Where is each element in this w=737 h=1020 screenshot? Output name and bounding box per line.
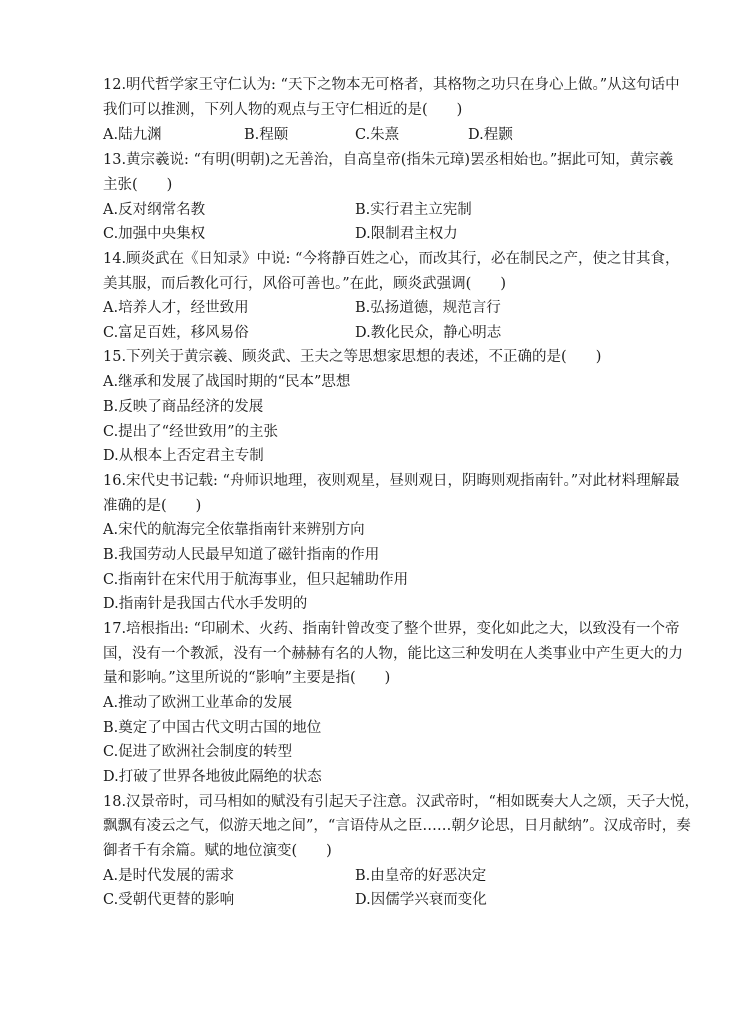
question-15-option-a: A.继承和发展了战国时期的“民本”思想 (103, 374, 351, 390)
question-16-option-d: D.指南针是我国古代水手发明的 (103, 596, 308, 612)
question-17-option-a: A.推动了欧洲工业革命的发展 (103, 695, 293, 711)
question-16-stem-line-1: 16.宋代史书记载: “舟师识地理，夜则观星，昼则观日，阴晦则观指南针。”对此材料理解最 (103, 473, 680, 489)
question-18-stem-line-2: 飘飘有凌云之气，似游天地之间”，“言语侍从之臣……朝夕论思，日月献纳”。汉成帝时，奏 (103, 818, 691, 834)
question-12-stem-line-1: 12.明代哲学家王守仁认为: “天下之物本无可格者，其格物之功只在身心上做。”从这句话中 (103, 77, 680, 93)
question-12-stem-line-2: 我们可以推测，下列人物的观点与王守仁相近的是( ) (103, 102, 463, 118)
question-14-option-d: D.教化民众，静心明志 (355, 325, 502, 341)
question-17-stem-line-3: 量和影响。”这里所说的“影响”主要是指( ) (103, 670, 391, 686)
question-13-option-b: B.实行君主立宪制 (355, 202, 472, 218)
question-14-option-b: B.弘扬道德，规范言行 (355, 300, 501, 316)
question-13-option-a: A.反对纲常名教 (103, 202, 206, 218)
question-18-stem-line-3: 御者千有余篇。赋的地位演变( ) (103, 843, 332, 859)
question-12-option-b: B.程颐 (244, 127, 289, 143)
question-16-option-b: B.我国劳动人民最早知道了磁针指南的作用 (103, 547, 380, 563)
question-14-option-a: A.培养人才，经世致用 (103, 300, 249, 316)
question-14-stem-line-1: 14.顾炎武在《日知录》中说: “今将静百姓之心，而改其行，必在制民之产，使之甘其食， (103, 251, 680, 267)
question-12-option-a: A.陆九渊 (103, 127, 162, 143)
question-12-option-c: C.朱熹 (355, 127, 400, 143)
question-16-option-c: C.指南针在宋代用于航海事业，但只起辅助作用 (103, 572, 409, 588)
question-12-option-d: D.程颢 (468, 127, 513, 143)
question-17-stem-line-1: 17.培根指出: “印刷术、火药、指南针曾改变了整个世界，变化如此之大，以致没有一个帝 (103, 621, 680, 637)
question-17-stem-line-2: 国，没有一个教派，没有一个赫赫有名的人物，能比这三种发明在人类事业中产生更大的力 (103, 646, 683, 662)
question-18-option-d: D.因儒学兴衰而变化 (355, 892, 487, 908)
question-15-stem-line-1: 15.下列关于黄宗羲、顾炎武、王夫之等思想家思想的表述，不正确的是( ) (103, 349, 602, 365)
question-17-option-b: B.奠定了中国古代文明古国的地位 (103, 720, 322, 736)
question-13-stem-line-2: 主张( ) (103, 177, 173, 193)
question-18-stem-line-1: 18.汉景帝时，司马相如的赋没有引起天子注意。汉武帝时，“相如既奏大人之颂，天子大悦， (103, 794, 699, 810)
question-13-option-d: D.限制君主权力 (355, 226, 458, 242)
question-17-option-d: D.打破了世界各地彼此隔绝的状态 (103, 769, 322, 785)
question-17-option-c: C.促进了欧洲社会制度的转型 (103, 744, 293, 760)
question-13-stem-line-1: 13.黄宗羲说: “有明(明朝)之无善治，自高皇帝(指朱元璋)罢丞相始也。”据此可知，黄宗羲 (103, 152, 674, 168)
question-18-option-c: C.受朝代更替的影响 (103, 892, 235, 908)
question-16-option-a: A.宋代的航海完全依靠指南针来辨别方向 (103, 522, 365, 538)
question-15-option-c: C.提出了“经世致用”的主张 (103, 424, 279, 440)
question-13-option-c: C.加强中央集权 (103, 226, 206, 242)
question-18-option-a: A.是时代发展的需求 (103, 868, 235, 884)
question-15-option-b: B.反映了商品经济的发展 (103, 399, 264, 415)
question-14-stem-line-2: 美其服，而后教化可行，风俗可善也。”在此，顾炎武强调( ) (103, 276, 506, 292)
question-15-option-d: D.从根本上否定君主专制 (103, 448, 264, 464)
question-16-stem-line-2: 准确的是( ) (103, 498, 202, 514)
question-18-option-b: B.由皇帝的好恶决定 (355, 868, 487, 884)
question-14-option-c: C.富足百姓，移风易俗 (103, 325, 249, 341)
